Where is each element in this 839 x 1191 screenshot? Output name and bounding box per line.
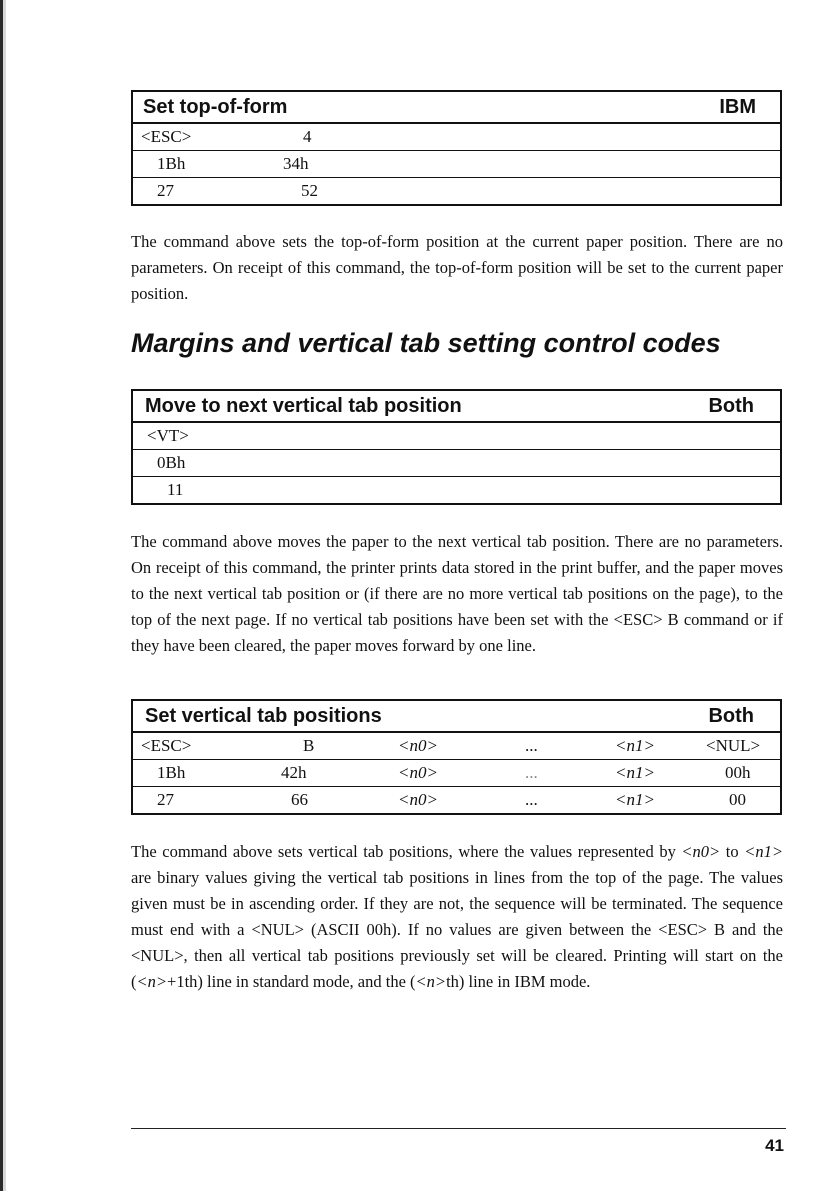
code-cell: B [303, 736, 315, 755]
command-mode: Both [708, 705, 754, 727]
command-title-bar [133, 701, 780, 733]
code-cell: <NUL> [706, 736, 761, 755]
command-row-hex [133, 151, 780, 178]
command-title-bar [133, 391, 780, 423]
text-run: th) line in IBM mode. [446, 972, 591, 991]
code-cell: <n1> [615, 763, 655, 782]
section-heading: Margins and vertical tab setting control codes [131, 328, 721, 358]
text-run: The command above sets vertical tab positions, where the values represented by [131, 842, 682, 861]
param-n0: <n0> [681, 842, 721, 861]
code-cell: 52 [301, 181, 318, 200]
code-cell: 00h [725, 763, 751, 782]
paragraph-move-vertical-tab: The command above moves the paper to the next vertical tab position. There are no parameters. On receipt of this command, the printer prints data stored in the print buffer, and the paper moves to the next vertical tab position or (if there are no more vertical tab positions on the page), to the top of the next page. If no vertical tab positions have been set with the <ESC> B command or if they have been cleared, the paper moves forward by one line. [131, 532, 783, 655]
command-row-hex [133, 450, 780, 477]
code-cell: <n0> [398, 763, 438, 782]
param-n: <n> [136, 972, 168, 991]
command-mode: IBM [719, 96, 756, 118]
paragraph-set-vertical-tabs [131, 839, 783, 995]
code-cell: 00 [729, 790, 746, 809]
command-row-decimal [133, 178, 780, 204]
footer-rule [131, 1128, 786, 1129]
command-row-decimal [133, 477, 780, 503]
code-cell: 0Bh [157, 453, 186, 472]
param-n: <n> [415, 972, 447, 991]
code-cell: 42h [281, 763, 307, 782]
code-cell: ... [525, 790, 538, 809]
text-run: to [720, 842, 745, 861]
page-number: 41 [765, 1136, 784, 1155]
command-row-decimal [133, 787, 780, 813]
param-n1: <n1> [744, 842, 783, 861]
command-box-move-vertical-tab [131, 389, 782, 505]
command-row-ascii [133, 733, 780, 760]
command-row-ascii [133, 423, 780, 450]
code-cell: <n1> [615, 736, 655, 755]
code-cell: <ESC> [141, 736, 192, 755]
command-box-set-top-of-form [131, 90, 782, 206]
code-cell: 27 [157, 790, 174, 809]
code-cell: 34h [283, 154, 309, 173]
code-cell: 1Bh [157, 154, 186, 173]
command-row-hex [133, 760, 780, 787]
code-cell: <VT> [147, 426, 189, 445]
code-cell: <n0> [398, 790, 438, 809]
code-cell: 66 [291, 790, 308, 809]
command-row-ascii [133, 124, 780, 151]
code-cell: 11 [167, 480, 184, 499]
code-cell: ... [525, 763, 538, 782]
command-mode: Both [708, 395, 754, 417]
command-title-bar [133, 92, 780, 124]
code-cell: ... [525, 736, 538, 755]
command-name: Set top-of-form [143, 96, 288, 118]
command-name: Move to next vertical tab position [145, 395, 462, 417]
code-cell: <n1> [615, 790, 655, 809]
code-cell: 27 [157, 181, 174, 200]
command-name: Set vertical tab positions [145, 705, 382, 727]
paragraph-top-of-form: The command above sets the top-of-form position at the current paper position. There are no parameters. On receipt of this command, the top-of-form position will be set to the current paper position. [131, 232, 783, 303]
code-cell: <ESC> [141, 127, 192, 146]
code-cell: 1Bh [157, 763, 186, 782]
scan-edge-shadow [3, 0, 6, 1191]
code-cell: <n0> [398, 736, 438, 755]
text-run: +1th) line in standard mode, and the ( [167, 972, 416, 991]
command-box-set-vertical-tabs [131, 699, 782, 815]
text-run: are binary values giving the vertical tab positions in lines from the top of the page. The values given must be in ascending order. If they are not, the sequence will be terminated. The sequence must end with a <NUL> (ASCII 00h). If no values are given between the <ESC> B and the <NUL>, then all vertical tab positions previously set will be cleared. Printing will start on the ( [131, 868, 783, 991]
code-cell: 4 [303, 127, 312, 146]
